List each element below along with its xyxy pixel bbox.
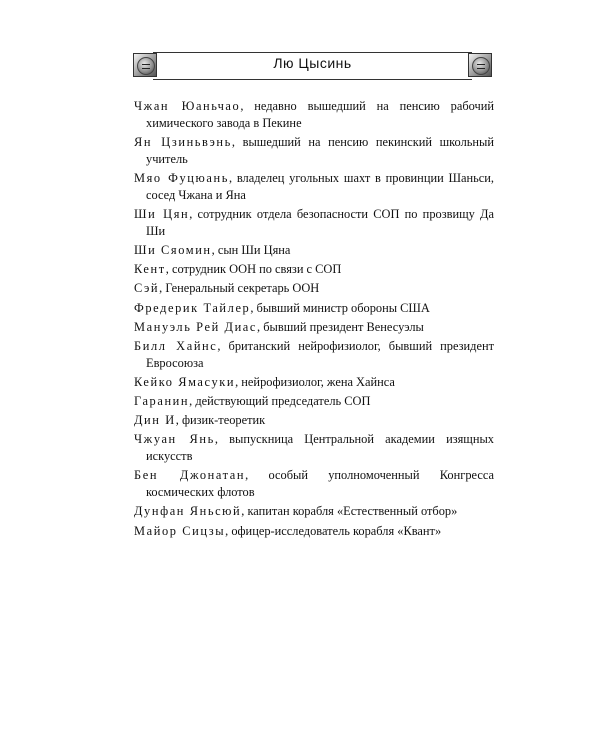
cast-item	[134, 374, 494, 391]
character-description: , физик-теоретик	[175, 413, 266, 428]
character-name: Дунфан Яньсюй	[134, 504, 242, 519]
character-name: Кент	[134, 262, 166, 277]
character-description: , выпускница Центральной академии изящных искусств	[146, 432, 495, 464]
character-name: Сэй	[134, 281, 160, 296]
character-description: , нейрофизиолог, жена Хайнса	[235, 374, 395, 389]
character-name: Чжуан Янь	[134, 432, 215, 447]
cast-item	[134, 170, 494, 204]
running-title: Лю Цысинь	[273, 55, 352, 71]
cast-item	[134, 393, 494, 410]
cast-item	[134, 412, 494, 429]
character-name: Ши Сяомин	[134, 242, 212, 257]
character-description: , вышедший на пенсию пекинский школьный учитель	[146, 134, 494, 166]
cast-item	[134, 523, 494, 540]
cast-item	[134, 242, 494, 259]
character-description: , недавно вышедший на пенсию рабочий химического завода в Пекине	[146, 99, 494, 130]
character-description: , сотрудник отдела безопасности СОП по прозвищу Да Ши	[146, 206, 494, 238]
character-name: Чжан Юаньчао	[134, 99, 241, 113]
medallion-ornament-icon	[468, 53, 492, 77]
character-name: Гаранин	[134, 394, 190, 409]
character-name: Кейко Ямасуки	[134, 374, 236, 389]
character-description: , сын Ши Цяна	[211, 242, 291, 257]
cast-item	[134, 280, 494, 297]
header-rule-bottom	[153, 79, 472, 80]
character-name: Ян Цзиньвэнь	[134, 134, 232, 149]
character-name: Ши Цян	[134, 206, 190, 221]
character-name: Дин И	[134, 413, 176, 428]
cast-item	[134, 300, 494, 317]
running-header	[131, 50, 494, 84]
character-description: , бывший министр обороны США	[250, 300, 430, 315]
cast-list	[134, 98, 494, 542]
character-description: , капитан корабля «Естественный отбор»	[241, 504, 458, 519]
cast-item	[134, 431, 494, 465]
cast-item	[134, 467, 494, 501]
cast-item	[134, 206, 494, 240]
cast-item	[134, 261, 494, 278]
character-name: Фредерик Тайлер	[134, 300, 251, 315]
cast-item	[134, 338, 494, 372]
character-description: , бывший президент Венесуэлы	[257, 319, 424, 334]
cast-item	[134, 98, 494, 132]
character-name: Билл Хайнс	[134, 338, 218, 353]
header-rule-top	[153, 52, 472, 53]
character-description: , особый уполномоченный Конгресса космических флотов	[146, 468, 494, 500]
character-description: , Генеральный секретарь ООН	[159, 281, 320, 296]
character-name: Мануэль Рей Диас	[134, 319, 258, 334]
character-name: Бен Джонатан	[134, 468, 246, 483]
character-description: , британский нейрофизиолог, бывший президент Евросоюза	[146, 338, 495, 370]
character-name: Мяо Фуцюань	[134, 170, 229, 185]
cast-item	[134, 134, 494, 168]
character-description: , владелец угольных шахт в провинции Шаньси, сосед Чжана и Яна	[146, 170, 495, 202]
cast-item	[134, 319, 494, 336]
character-description: , сотрудник ООН по связи с СОП	[165, 262, 342, 277]
cast-item	[134, 503, 494, 520]
character-description: , действующий председатель СОП	[189, 394, 371, 409]
character-description: , офицер-исследователь корабля «Квант»	[225, 523, 442, 538]
character-name: Майор Сицзы	[134, 523, 226, 538]
